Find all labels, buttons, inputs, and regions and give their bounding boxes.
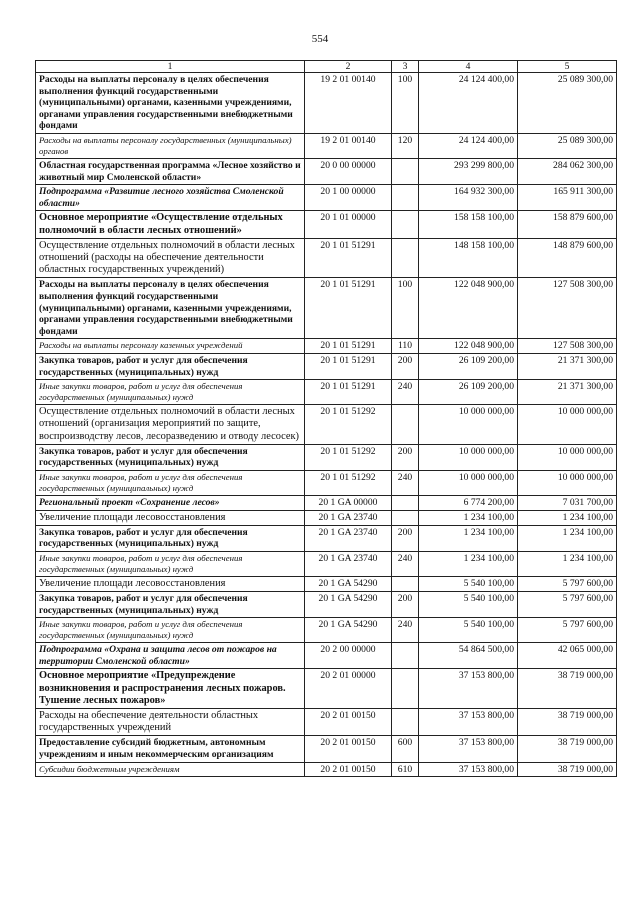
row-code-cell: 20 0 00 00000 [305, 158, 392, 184]
row-code-cell: 20 1 GA 23740 [305, 551, 392, 576]
table-row [36, 470, 617, 495]
row-code-cell: 20 1 01 51291 [305, 238, 392, 278]
row-type-cell [392, 709, 419, 736]
table-row [36, 669, 617, 709]
row-sum-a-cell: 1 234 100,00 [419, 551, 518, 576]
row-name-cell: Предоставление субсидий бюджетным, автономным учреждениям и иным некоммерческим организациям [36, 736, 305, 762]
row-sum-b-cell: 127 508 300,00 [518, 339, 617, 354]
row-code-cell: 20 1 01 51291 [305, 339, 392, 354]
row-type-cell: 120 [392, 133, 419, 158]
row-sum-a-cell: 37 153 800,00 [419, 736, 518, 762]
row-sum-a-cell: 148 158 100,00 [419, 238, 518, 278]
row-sum-b-cell: 284 062 300,00 [518, 158, 617, 184]
row-type-cell [392, 158, 419, 184]
row-name-cell: Расходы на выплаты персоналу в целях обеспечения выполнения функций государственными (муниципальными) органами, казенными учреждениями, органами управления государственными внебюджетными фондами [36, 278, 305, 339]
row-sum-b-cell: 10 000 000,00 [518, 405, 617, 445]
table-row [36, 592, 617, 618]
row-name-cell: Закупка товаров, работ и услуг для обеспечения государственных (муниципальных) нужд [36, 444, 305, 470]
table-row [36, 353, 617, 379]
table-row [36, 339, 617, 354]
row-sum-b-cell: 38 719 000,00 [518, 762, 617, 777]
row-code-cell: 20 1 01 00000 [305, 211, 392, 238]
row-type-cell [392, 211, 419, 238]
row-name-cell: Расходы на выплаты персоналу государственных (муниципальных) органов [36, 133, 305, 158]
row-name-cell: Региональный проект «Сохранение лесов» [36, 495, 305, 510]
row-sum-b-cell: 148 879 600,00 [518, 238, 617, 278]
table-row [36, 643, 617, 669]
row-sum-b-cell: 21 371 300,00 [518, 380, 617, 405]
row-code-cell: 20 1 01 51292 [305, 470, 392, 495]
row-sum-b-cell: 38 719 000,00 [518, 709, 617, 736]
header-col-4: 4 [419, 61, 518, 73]
row-sum-b-cell: 1 234 100,00 [518, 525, 617, 551]
row-name-cell: Закупка товаров, работ и услуг для обеспечения государственных (муниципальных) нужд [36, 353, 305, 379]
row-sum-a-cell: 1 234 100,00 [419, 525, 518, 551]
row-sum-a-cell: 164 932 300,00 [419, 185, 518, 211]
row-sum-b-cell: 25 089 300,00 [518, 133, 617, 158]
table-row [36, 551, 617, 576]
row-name-cell: Иные закупки товаров, работ и услуг для обеспечения государственных (муниципальных) нужд [36, 380, 305, 405]
row-name-cell: Расходы на обеспечение деятельности областных государственных учреждений [36, 709, 305, 736]
row-type-cell [392, 238, 419, 278]
row-type-cell: 600 [392, 736, 419, 762]
row-name-cell: Расходы на выплаты персоналу казенных учреждений [36, 339, 305, 354]
row-code-cell: 20 1 GA 23740 [305, 525, 392, 551]
row-sum-b-cell: 5 797 600,00 [518, 592, 617, 618]
row-name-cell: Подпрограмма «Развитие лесного хозяйства Смоленской области» [36, 185, 305, 211]
row-code-cell: 20 1 GA 54290 [305, 576, 392, 591]
row-code-cell: 20 1 01 51292 [305, 444, 392, 470]
row-sum-b-cell: 5 797 600,00 [518, 618, 617, 643]
row-sum-b-cell: 38 719 000,00 [518, 669, 617, 709]
row-sum-a-cell: 5 540 100,00 [419, 592, 518, 618]
row-sum-a-cell: 10 000 000,00 [419, 444, 518, 470]
row-sum-b-cell: 7 031 700,00 [518, 495, 617, 510]
row-type-cell: 240 [392, 551, 419, 576]
row-sum-a-cell: 5 540 100,00 [419, 618, 518, 643]
row-name-cell: Подпрограмма «Охрана и защита лесов от пожаров на территории Смоленской области» [36, 643, 305, 669]
row-type-cell [392, 185, 419, 211]
row-code-cell: 20 2 00 00000 [305, 643, 392, 669]
row-sum-b-cell: 10 000 000,00 [518, 444, 617, 470]
table-row [36, 762, 617, 777]
row-code-cell: 20 1 GA 54290 [305, 592, 392, 618]
table-row [36, 211, 617, 238]
row-name-cell: Расходы на выплаты персоналу в целях обеспечения выполнения функций государственными (муниципальными) органами, казенными учреждениями, органами управления государственными внебюджетными фондами [36, 73, 305, 134]
row-sum-a-cell: 26 109 200,00 [419, 353, 518, 379]
row-name-cell: Осуществление отдельных полномочий в области лесных отношений (организация мероприятий по защите, воспроизводству лесов, лесоразведению и отводу лесосек) [36, 405, 305, 445]
row-name-cell: Осуществление отдельных полномочий в области лесных отношений (расходы на обеспечение деятельности областных государственных учреждений) [36, 238, 305, 278]
row-sum-a-cell: 158 158 100,00 [419, 211, 518, 238]
row-sum-a-cell: 293 299 800,00 [419, 158, 518, 184]
row-type-cell: 200 [392, 353, 419, 379]
header-col-2: 2 [305, 61, 392, 73]
row-name-cell: Основное мероприятие «Предупреждение возникновения и распространения лесных пожаров. Тушение лесных пожаров» [36, 669, 305, 709]
header-row [36, 61, 617, 73]
table-row [36, 709, 617, 736]
row-name-cell: Основное мероприятие «Осуществление отдельных полномочий в области лесных отношений» [36, 211, 305, 238]
table-row [36, 618, 617, 643]
row-code-cell: 19 2 01 00140 [305, 133, 392, 158]
row-code-cell: 20 1 01 51291 [305, 278, 392, 339]
row-name-cell: Областная государственная программа «Лесное хозяйство и животный мир Смоленской области» [36, 158, 305, 184]
row-code-cell: 20 1 GA 54290 [305, 618, 392, 643]
row-type-cell [392, 510, 419, 525]
table-row [36, 158, 617, 184]
row-code-cell: 20 1 GA 23740 [305, 510, 392, 525]
row-type-cell: 100 [392, 73, 419, 134]
row-sum-a-cell: 10 000 000,00 [419, 405, 518, 445]
row-code-cell: 20 2 01 00150 [305, 762, 392, 777]
row-sum-a-cell: 122 048 900,00 [419, 278, 518, 339]
row-code-cell: 20 1 GA 00000 [305, 495, 392, 510]
row-type-cell [392, 405, 419, 445]
row-sum-b-cell: 42 065 000,00 [518, 643, 617, 669]
row-type-cell: 110 [392, 339, 419, 354]
table-row [36, 736, 617, 762]
table-row [36, 278, 617, 339]
row-code-cell: 20 1 01 51292 [305, 405, 392, 445]
row-sum-b-cell: 158 879 600,00 [518, 211, 617, 238]
row-sum-b-cell: 10 000 000,00 [518, 470, 617, 495]
row-sum-b-cell: 21 371 300,00 [518, 353, 617, 379]
table-row [36, 444, 617, 470]
row-name-cell: Закупка товаров, работ и услуг для обеспечения государственных (муниципальных) нужд [36, 592, 305, 618]
row-type-cell [392, 643, 419, 669]
row-sum-b-cell: 165 911 300,00 [518, 185, 617, 211]
row-name-cell: Иные закупки товаров, работ и услуг для обеспечения государственных (муниципальных) нужд [36, 618, 305, 643]
row-type-cell: 200 [392, 444, 419, 470]
table-body [36, 73, 617, 777]
row-name-cell: Увеличение площади лесовосстановления [36, 576, 305, 591]
header-col-1: 1 [36, 61, 305, 73]
header-col-5: 5 [518, 61, 617, 73]
row-sum-a-cell: 5 540 100,00 [419, 576, 518, 591]
row-code-cell: 20 1 01 51291 [305, 353, 392, 379]
row-type-cell [392, 495, 419, 510]
table-row [36, 238, 617, 278]
row-sum-a-cell: 37 153 800,00 [419, 709, 518, 736]
table-row [36, 495, 617, 510]
row-name-cell: Субсидии бюджетным учреждениям [36, 762, 305, 777]
table-row [36, 185, 617, 211]
row-type-cell [392, 576, 419, 591]
row-sum-b-cell: 5 797 600,00 [518, 576, 617, 591]
row-sum-a-cell: 1 234 100,00 [419, 510, 518, 525]
row-sum-b-cell: 127 508 300,00 [518, 278, 617, 339]
row-code-cell: 20 2 01 00000 [305, 669, 392, 709]
budget-table [35, 60, 617, 777]
row-type-cell: 610 [392, 762, 419, 777]
row-sum-b-cell: 38 719 000,00 [518, 736, 617, 762]
row-type-cell: 240 [392, 618, 419, 643]
row-name-cell: Иные закупки товаров, работ и услуг для обеспечения государственных (муниципальных) нужд [36, 551, 305, 576]
row-code-cell: 20 1 01 51291 [305, 380, 392, 405]
row-name-cell: Увеличение площади лесовосстановления [36, 510, 305, 525]
row-type-cell [392, 669, 419, 709]
row-sum-b-cell: 1 234 100,00 [518, 551, 617, 576]
row-sum-a-cell: 6 774 200,00 [419, 495, 518, 510]
row-sum-a-cell: 10 000 000,00 [419, 470, 518, 495]
row-code-cell: 20 2 01 00150 [305, 736, 392, 762]
table-row [36, 525, 617, 551]
row-name-cell: Закупка товаров, работ и услуг для обеспечения государственных (муниципальных) нужд [36, 525, 305, 551]
table-row [36, 405, 617, 445]
row-sum-a-cell: 37 153 800,00 [419, 669, 518, 709]
header-col-3: 3 [392, 61, 419, 73]
table-row [36, 73, 617, 134]
row-name-cell: Иные закупки товаров, работ и услуг для обеспечения государственных (муниципальных) нужд [36, 470, 305, 495]
row-code-cell: 20 2 01 00150 [305, 709, 392, 736]
row-type-cell: 240 [392, 470, 419, 495]
row-code-cell: 19 2 01 00140 [305, 73, 392, 134]
row-sum-a-cell: 122 048 900,00 [419, 339, 518, 354]
row-sum-a-cell: 37 153 800,00 [419, 762, 518, 777]
row-sum-a-cell: 54 864 500,00 [419, 643, 518, 669]
table-row [36, 576, 617, 591]
table-row [36, 380, 617, 405]
row-type-cell: 200 [392, 592, 419, 618]
row-sum-a-cell: 24 124 400,00 [419, 133, 518, 158]
row-code-cell: 20 1 00 00000 [305, 185, 392, 211]
row-type-cell: 100 [392, 278, 419, 339]
page-number: 554 [311, 33, 329, 45]
row-sum-b-cell: 1 234 100,00 [518, 510, 617, 525]
row-type-cell: 240 [392, 380, 419, 405]
row-sum-a-cell: 24 124 400,00 [419, 73, 518, 134]
table-row [36, 133, 617, 158]
row-sum-a-cell: 26 109 200,00 [419, 380, 518, 405]
row-type-cell: 200 [392, 525, 419, 551]
table-row [36, 510, 617, 525]
row-sum-b-cell: 25 089 300,00 [518, 73, 617, 134]
